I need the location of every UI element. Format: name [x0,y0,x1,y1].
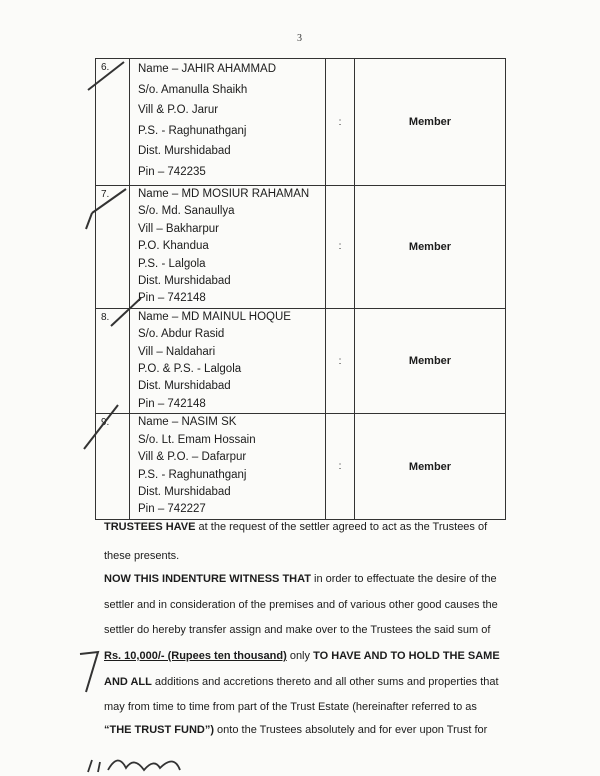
row-number: 6. [96,59,130,186]
paragraph-line: these presents. [104,550,180,562]
member-pin: Pin – 742227 [138,503,206,516]
table-row [96,308,506,413]
colon-cell: : [326,414,355,519]
member-pin: Pin – 742148 [138,292,206,305]
member-name: Name – NASIM SK [138,416,237,429]
member-police-station: P.S. - Lalgola [138,257,206,270]
members-table [95,58,506,520]
member-police-station: P.S. - Raghunathganj [138,468,247,481]
member-details [130,414,326,519]
paragraph-line: settler and in consideration of the premises and of various other good causes the [104,599,498,611]
table-row [96,59,506,186]
colon-cell: : [326,59,355,186]
member-name: Name – MD MAINUL HOQUE [138,310,291,323]
row-number: 9. [96,414,130,519]
member-role: Member [355,308,506,413]
margin-stroke-icon [76,648,106,698]
paragraph-line [104,573,514,585]
member-pin: Pin – 742235 [138,165,206,178]
trust-fund-text: “THE TRUST FUND”) [104,724,214,736]
tick-mark-icon [80,185,140,235]
paragraph-text: at the request of the settler agreed to act as the Trustees of [195,521,488,533]
member-village: Vill & P.O. – Dafarpur [138,451,247,464]
paragraph-text: only [286,650,314,662]
member-district: Dist. Murshidabad [138,485,231,498]
paragraph-line: may from time to time from part of the Trust Estate (hereinafter referred to as [104,701,477,713]
amount-text: Rs. 10,000/- (Rupees ten thousand) [104,650,287,662]
paragraph-text: additions and accretions thereto and all other sums and properties that [151,676,499,688]
colon-cell: : [326,186,355,309]
member-details [130,59,326,186]
member-parent: S/o. Amanulla Shaikh [138,83,248,96]
member-village: Vill – Naldahari [138,345,216,358]
member-district: Dist. Murshidabad [138,275,231,288]
member-role: Member [355,414,506,519]
member-post-office: P.O. Khandua [138,240,209,253]
tick-mark-icon [105,292,155,332]
member-parent: S/o. Abdur Rasid [138,328,225,341]
row-number: 7. [96,186,130,309]
colon-cell: : [326,308,355,413]
member-details [130,186,326,309]
and-all-text: AND ALL [104,676,152,688]
paragraph-line [104,676,514,688]
member-police-station: P.S. - Raghunathganj [138,124,247,137]
member-parent: S/o. Md. Sanaullya [138,205,235,218]
that-text: THAT [282,573,311,585]
member-district: Dist. Murshidabad [138,380,231,393]
trustees-have-text: TRUSTEES HAVE [104,521,196,533]
table-row [96,186,506,309]
paragraph-line [104,521,514,533]
tick-mark-icon [78,397,138,457]
paragraph-text: onto the Trustees absolutely and for ever upon Trust for [214,724,488,736]
member-role: Member [355,186,506,309]
member-name: Name – JAHIR AHAMMAD [138,63,277,75]
to-have-text: TO HAVE AND TO HOLD THE SAME [313,650,500,662]
member-name: Name – MD MOSIUR RAHAMAN [138,188,310,200]
member-village: Vill – Bakharpur [138,222,219,235]
indenture-text: NOW THIS INDENTURE WITNESS [104,573,283,585]
paragraph-line: settler do hereby transfer assign and make over to the Trustees the said sum of [104,624,491,636]
table-row [96,414,506,519]
signature-scrawl-icon [84,752,194,776]
paragraph-line [104,724,514,736]
member-details [130,308,326,413]
member-post-office: P.O. & P.S. - Lalgola [138,363,242,376]
row-number: 8. [96,308,130,413]
page-number: 3 [297,33,302,44]
member-village: Vill & P.O. Jarur [138,104,219,116]
member-district: Dist. Murshidabad [138,145,231,157]
member-parent: S/o. Lt. Emam Hossain [138,433,256,446]
tick-mark-icon [84,56,144,96]
member-role: Member [355,59,506,186]
paragraph-text: in order to effectuate the desire of the [310,573,497,585]
member-pin: Pin – 742148 [138,397,206,410]
paragraph-line [104,650,514,662]
